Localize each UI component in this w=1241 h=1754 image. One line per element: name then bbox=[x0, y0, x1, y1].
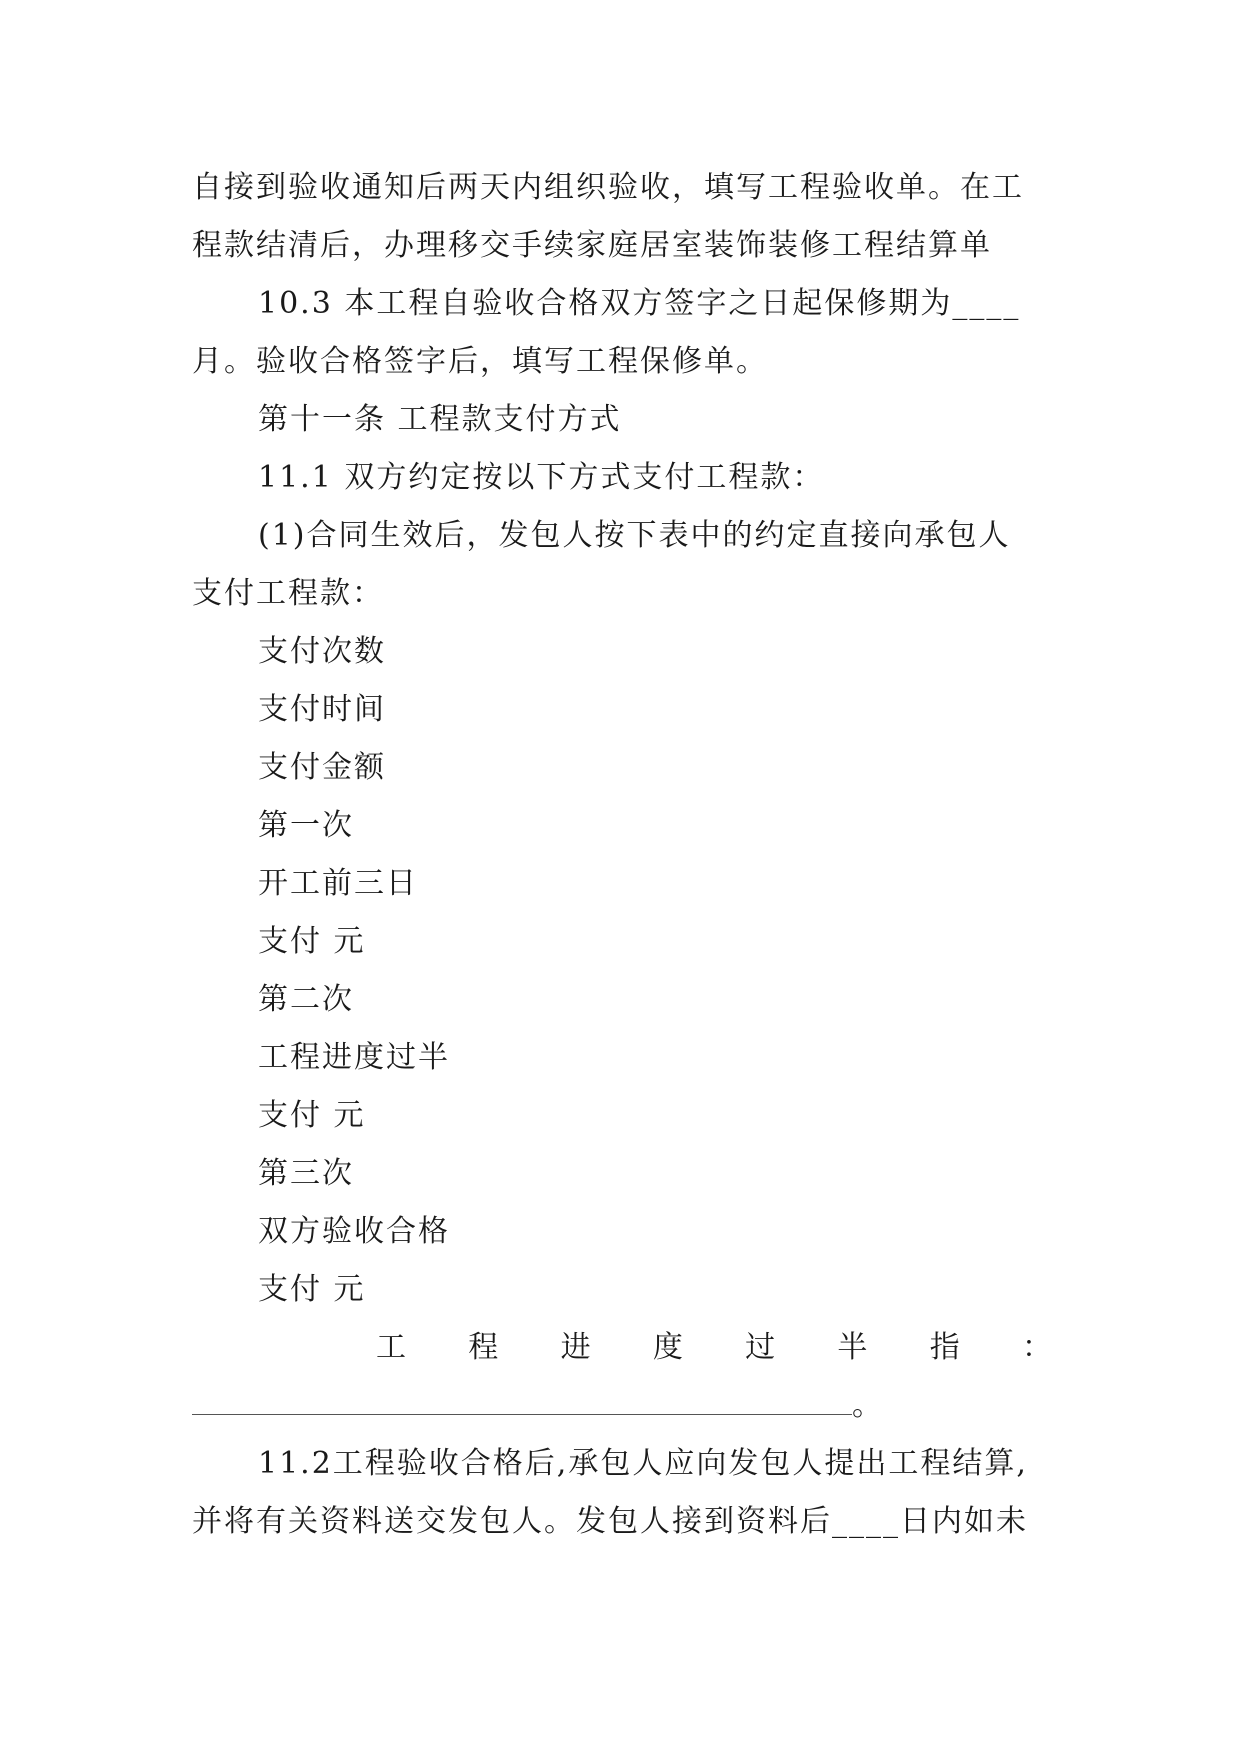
table-cell: 支付 元 bbox=[258, 1098, 366, 1133]
text-line: 自接到验收通知后两天内组织验收，填写工程验收单。在工 bbox=[192, 170, 1024, 205]
spread-char: ： bbox=[1021, 1330, 1054, 1365]
table-header-cell: 支付次数 bbox=[258, 634, 386, 669]
table-cell: 支付 元 bbox=[258, 1272, 366, 1307]
text-line: 10.3 本工程自验收合格双方签字之日起保修期为____ bbox=[258, 286, 1021, 321]
text-line: (1)合同生效后，发包人按下表中的约定直接向承包人 bbox=[258, 518, 1011, 553]
text-line: 支付工程款： bbox=[192, 576, 384, 611]
rule-end-punct: 。 bbox=[852, 1388, 884, 1423]
spread-char: 过 bbox=[745, 1330, 778, 1365]
spread-char: 半 bbox=[837, 1330, 870, 1365]
table-header-cell: 支付金额 bbox=[258, 750, 386, 785]
table-cell: 第一次 bbox=[258, 808, 354, 843]
table-cell: 双方验收合格 bbox=[258, 1214, 450, 1249]
spread-char: 程 bbox=[468, 1330, 501, 1365]
blank-rule-line bbox=[192, 1386, 1054, 1426]
section-heading: 第十一条 工程款支付方式 bbox=[258, 402, 622, 437]
text-line: 程款结清后，办理移交手续家庭居室装饰装修工程结算单 bbox=[192, 228, 992, 263]
spread-char: 度 bbox=[652, 1330, 685, 1365]
text-line: 11.2工程验收合格后,承包人应向发包人提出工程结算, bbox=[258, 1446, 1028, 1481]
spread-char: 指 bbox=[929, 1330, 962, 1365]
table-cell: 工程进度过半 bbox=[258, 1040, 450, 1075]
spread-text-line bbox=[192, 1328, 1054, 1368]
table-cell: 第二次 bbox=[258, 982, 354, 1017]
text-line: 月。验收合格签字后，填写工程保修单。 bbox=[192, 344, 768, 379]
spread-char: 进 bbox=[560, 1330, 593, 1365]
table-cell: 开工前三日 bbox=[258, 866, 418, 901]
blank-rule bbox=[192, 1388, 852, 1415]
table-cell: 第三次 bbox=[258, 1156, 354, 1191]
text-line: 并将有关资料送交发包人。发包人接到资料后____日内如未 bbox=[192, 1504, 1028, 1539]
table-header-cell: 支付时间 bbox=[258, 692, 386, 727]
table-cell: 支付 元 bbox=[258, 924, 366, 959]
spread-char: 工 bbox=[376, 1330, 408, 1365]
text-line: 11.1 双方约定按以下方式支付工程款： bbox=[258, 460, 825, 495]
